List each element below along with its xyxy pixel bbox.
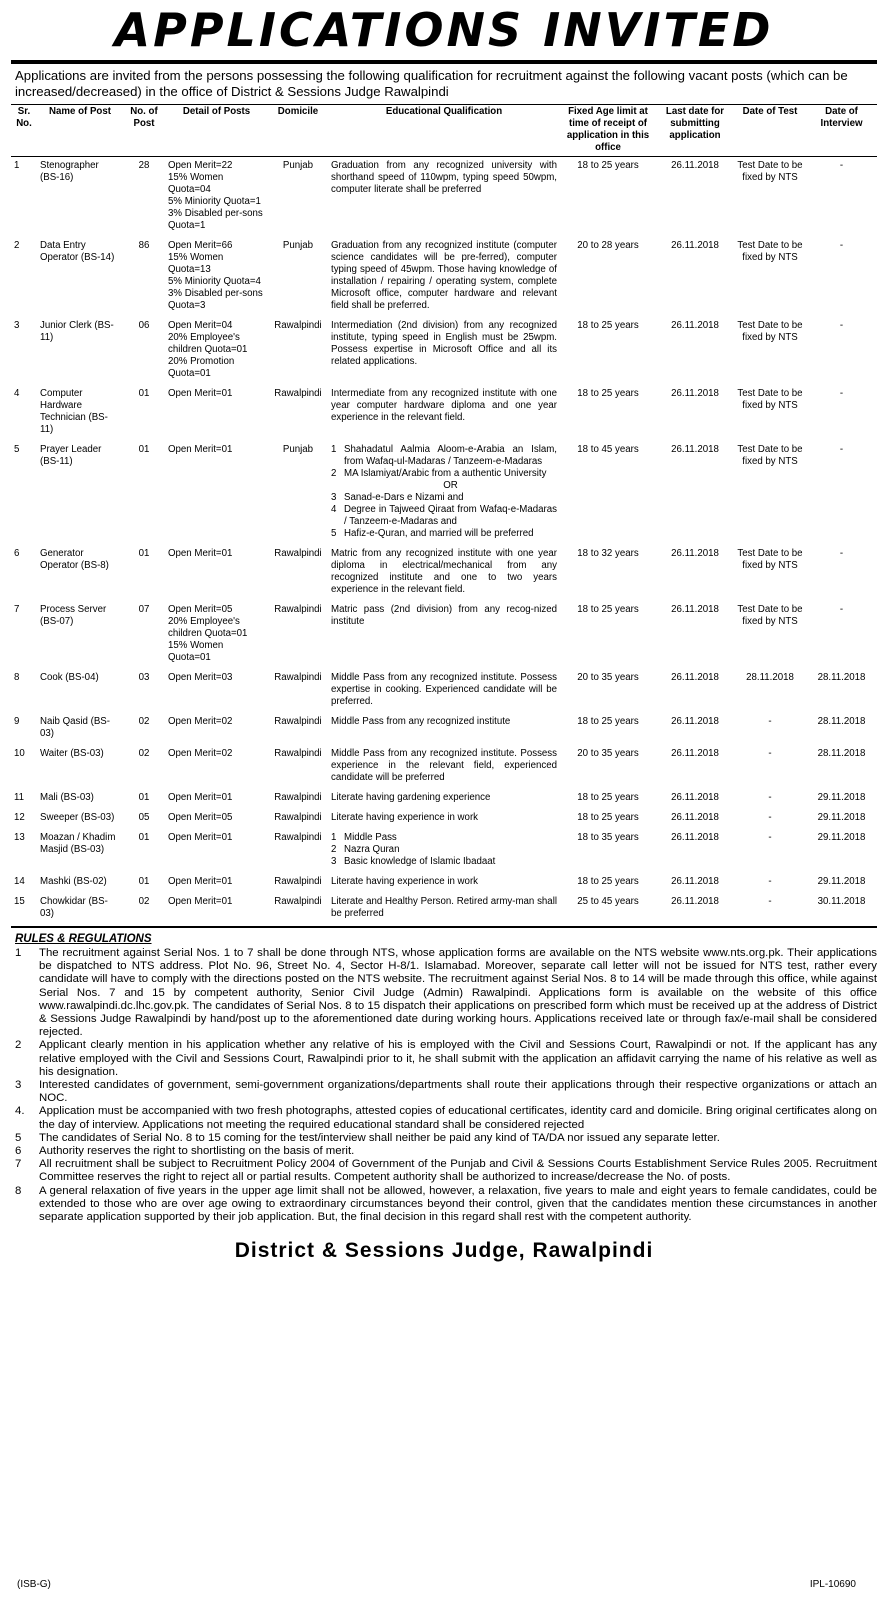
qualification-number: 1 bbox=[331, 444, 337, 455]
qualification-item bbox=[331, 832, 557, 844]
cell-detail: Open Merit=01 bbox=[168, 444, 233, 455]
column-header: Last date for submitting application bbox=[656, 105, 734, 157]
cell-test: - bbox=[768, 748, 772, 759]
cell-interview: - bbox=[839, 444, 844, 455]
rule-item bbox=[11, 1039, 877, 1079]
cell-last-date: 26.11.2018 bbox=[671, 672, 719, 683]
cell-age: 18 to 25 years bbox=[577, 604, 639, 615]
cell-age: 18 to 25 years bbox=[577, 812, 639, 823]
cell-count: 02 bbox=[138, 716, 150, 727]
cell-domicile: Rawalpindi bbox=[274, 812, 322, 823]
rule-text: The candidates of Serial No. 8 to 15 coming for the test/interview shall neither be paid any kind of TA/DA nor issued any separate letter. bbox=[39, 1131, 720, 1144]
cell-name: Stenographer (BS-16) bbox=[40, 160, 99, 183]
cell-education: Matric from any recognized institute with one year diploma in electrical/mechanical from any recognized institute and one to two years experience in the relevant field. bbox=[331, 548, 557, 595]
qualification-number: 1 bbox=[331, 832, 337, 843]
table-row bbox=[11, 237, 877, 317]
cell-last-date: 26.11.2018 bbox=[671, 792, 719, 803]
qualification-number: 5 bbox=[331, 528, 337, 539]
rule-number: 5 bbox=[15, 1131, 22, 1144]
cell-name: Waiter (BS-03) bbox=[40, 748, 104, 759]
cell-name: Generator Operator (BS-8) bbox=[40, 548, 109, 571]
rule-text: A general relaxation of five years in the upper age limit shall not be allowed, however, a relaxation, five years to male and eight years to female candidates, could be extended to those who are over age owing to extraordinary circumstances beyond their control, given that the candidates mention these circumstances in another separate application supported by their job application. But, the final decision in this regard shall rest with the competent authority. bbox=[39, 1184, 877, 1224]
code-left: (ISB-G) bbox=[17, 1579, 51, 1590]
column-header: Name of Post bbox=[37, 105, 123, 157]
rule-number: 8 bbox=[15, 1184, 22, 1197]
cell-count: 02 bbox=[138, 748, 150, 759]
intro-text: Applications are invited from the persons possessing the following qualification for recruitment against the following vacant posts (which can be increased/decreased) in the office of District & Sessions Judge Rawalpindi bbox=[15, 68, 848, 99]
code-right: IPL-10690 bbox=[809, 1579, 856, 1590]
cell-detail: Open Merit=01 bbox=[168, 832, 233, 843]
qualification-list bbox=[331, 444, 557, 540]
cell-domicile: Punjab bbox=[282, 160, 314, 171]
cell-sr: 7 bbox=[14, 604, 20, 615]
cell-test: Test Date to be fixed by NTS bbox=[737, 548, 803, 571]
rule-text: Application must be accompanied with two fresh photographs, attested copies of educational certificates, identity card and domicile. Bring original certificates along on the day of interview. Applications not meeting the required educational standard shall be considered rejected bbox=[39, 1105, 877, 1131]
cell-last-date: 26.11.2018 bbox=[671, 832, 719, 843]
cell-sr: 14 bbox=[14, 876, 25, 887]
cell-age: 20 to 28 years bbox=[577, 240, 639, 251]
cell-count: 01 bbox=[138, 548, 150, 559]
rule-text: Authority reserves the right to shortlisting on the basis of merit. bbox=[39, 1145, 355, 1158]
table-row bbox=[11, 157, 877, 238]
qualification-item bbox=[331, 492, 557, 504]
cell-sr: 12 bbox=[14, 812, 25, 823]
cell-detail: Open Merit=01 bbox=[168, 876, 233, 887]
cell-detail: Open Merit=02 bbox=[168, 748, 233, 759]
cell-domicile: Rawalpindi bbox=[274, 896, 322, 907]
table-header-row bbox=[11, 105, 877, 157]
table-row bbox=[11, 893, 877, 925]
cell-interview: - bbox=[839, 240, 844, 251]
cell-test: - bbox=[768, 876, 772, 887]
cell-interview: 28.11.2018 bbox=[817, 748, 866, 759]
table-row bbox=[11, 873, 877, 893]
cell-test: Test Date to be fixed by NTS bbox=[737, 388, 803, 411]
rule-number: 4. bbox=[15, 1105, 25, 1118]
cell-count: 01 bbox=[138, 444, 150, 455]
rule-text: All recruitment shall be subject to Recruitment Policy 2004 of Government of the Punjab and Civil & Sessions Courts Establishment Service Rules 2005. Recruitment Committee reserves the right to reject all or partial results. Competent authority shall be authorized to increase/decrease the No. of posts. bbox=[39, 1158, 877, 1184]
cell-domicile: Rawalpindi bbox=[274, 320, 322, 331]
cell-education: Graduation from any recognized university with shorthand speed of 110wpm, typing speed 50wpm, computer literate shall be preferred bbox=[331, 160, 557, 195]
qualification-list bbox=[331, 832, 557, 868]
rule-number: 2 bbox=[15, 1039, 22, 1052]
cell-last-date: 26.11.2018 bbox=[671, 388, 719, 399]
rule-item bbox=[11, 1185, 877, 1225]
headline: APPLICATIONS INVITED bbox=[11, 0, 877, 64]
cell-last-date: 26.11.2018 bbox=[671, 548, 719, 559]
cell-count: 01 bbox=[138, 832, 150, 843]
qualification-text: Middle Pass bbox=[344, 832, 397, 843]
column-header: Educational Qualification bbox=[328, 105, 560, 157]
cell-name: Junior Clerk (BS-11) bbox=[40, 320, 114, 343]
qualification-number: 3 bbox=[331, 492, 337, 503]
qualification-item bbox=[331, 504, 557, 528]
qualification-or: OR bbox=[443, 480, 458, 491]
cell-sr: 10 bbox=[14, 748, 25, 759]
qualification-text: Nazra Quran bbox=[344, 844, 400, 855]
cell-count: 28 bbox=[138, 160, 150, 171]
cell-sr: 11 bbox=[14, 792, 25, 803]
column-header: Sr. No. bbox=[11, 105, 37, 157]
cell-name: Mali (BS-03) bbox=[40, 792, 94, 803]
cell-name: Process Server (BS-07) bbox=[40, 604, 107, 627]
cell-sr: 8 bbox=[14, 672, 20, 683]
qualification-item bbox=[331, 856, 557, 868]
cell-interview: 29.11.2018 bbox=[817, 876, 866, 887]
qualification-text: MA Islamiyat/Arabic from a authentic University bbox=[344, 468, 547, 479]
cell-education: Intermediate from any recognized institute with one year computer hardware diploma and one year experience in the relevant field. bbox=[331, 388, 557, 423]
cell-age: 18 to 25 years bbox=[577, 388, 639, 399]
footer-title: District & Sessions Judge, Rawalpindi bbox=[234, 1239, 654, 1263]
cell-education: Middle Pass from any recognized institute. Possess experience in the relevant field, experienced candidate will be preferred bbox=[331, 748, 557, 783]
rule-number: 6 bbox=[15, 1145, 22, 1158]
cell-domicile: Rawalpindi bbox=[274, 548, 322, 559]
cell-domicile: Rawalpindi bbox=[274, 604, 322, 615]
table-row bbox=[11, 789, 877, 809]
cell-test: Test Date to be fixed by NTS bbox=[737, 320, 803, 343]
cell-domicile: Rawalpindi bbox=[274, 716, 322, 727]
table-row bbox=[11, 441, 877, 545]
column-header: Detail of Posts bbox=[165, 105, 268, 157]
column-header: Date of Interview bbox=[806, 105, 877, 157]
cell-education: Graduation from any recognized institute (computer science candidates will be pre-ferred), computer typing speed of 45wpm. Those having knowledge of installation / repairing / operating system, complete Microsoft office, computer hardware and relevant field shall be preferred. bbox=[331, 240, 557, 311]
cell-count: 01 bbox=[138, 792, 150, 803]
cell-test: - bbox=[768, 716, 772, 727]
table-row bbox=[11, 829, 877, 873]
cell-count: 02 bbox=[138, 896, 150, 907]
qualification-number: 3 bbox=[331, 856, 337, 867]
cell-age: 18 to 45 years bbox=[577, 444, 639, 455]
cell-test: - bbox=[768, 832, 772, 843]
cell-age: 20 to 35 years bbox=[577, 672, 639, 683]
cell-test: Test Date to be fixed by NTS bbox=[737, 240, 803, 263]
cell-sr: 3 bbox=[14, 320, 20, 331]
cell-last-date: 26.11.2018 bbox=[671, 812, 719, 823]
rules-list bbox=[11, 947, 877, 1224]
cell-count: 07 bbox=[138, 604, 150, 615]
column-header: No. of Post bbox=[123, 105, 165, 157]
qualification-number: 2 bbox=[331, 468, 337, 479]
cell-name: Mashki (BS-02) bbox=[40, 876, 107, 887]
rule-text: Interested candidates of government, semi-government organizations/departments shall route their applications through their respective organizations or attach an NOC. bbox=[39, 1079, 877, 1105]
column-header: Fixed Age limit at time of receipt of application in this office bbox=[560, 105, 656, 157]
table-row bbox=[11, 317, 877, 385]
cell-test: - bbox=[768, 896, 772, 907]
table-row bbox=[11, 809, 877, 829]
cell-detail: Open Merit=01 bbox=[168, 388, 233, 399]
table-row bbox=[11, 745, 877, 789]
cell-last-date: 26.11.2018 bbox=[671, 876, 719, 887]
cell-sr: 6 bbox=[14, 548, 20, 559]
table-row bbox=[11, 713, 877, 745]
cell-detail: Open Merit=03 bbox=[168, 672, 233, 683]
cell-name: Chowkidar (BS-03) bbox=[40, 896, 108, 919]
cell-detail: Open Merit=01 bbox=[168, 792, 233, 803]
rule-item bbox=[11, 1105, 877, 1131]
cell-interview: - bbox=[839, 160, 844, 171]
cell-name: Computer Hardware Technician (BS-11) bbox=[40, 388, 108, 435]
cell-education: Literate and Healthy Person. Retired army-man shall be preferred bbox=[331, 896, 557, 919]
cell-domicile: Rawalpindi bbox=[274, 792, 322, 803]
cell-count: 06 bbox=[138, 320, 150, 331]
cell-last-date: 26.11.2018 bbox=[671, 604, 719, 615]
cell-sr: 1 bbox=[14, 160, 20, 171]
column-header: Date of Test bbox=[734, 105, 806, 157]
cell-detail: Open Merit=02 bbox=[168, 716, 233, 727]
qualification-text: Hafiz-e-Quran, and married will be preferred bbox=[344, 528, 534, 539]
table-row bbox=[11, 601, 877, 669]
cell-age: 18 to 25 years bbox=[577, 320, 639, 331]
cell-domicile: Rawalpindi bbox=[274, 388, 322, 399]
cell-detail: Open Merit=22 15% Women Quota=04 5% Miniority Quota=1 3% Disabled per-sons Quota=1 bbox=[168, 160, 263, 231]
cell-test: Test Date to be fixed by NTS bbox=[737, 444, 803, 467]
cell-interview: - bbox=[839, 388, 844, 399]
qualification-text: Degree in Tajweed Qiraat from Wafaq-e-Madaras / Tanzeem-e-Madaras and bbox=[344, 504, 557, 527]
cell-domicile: Rawalpindi bbox=[274, 876, 322, 887]
cell-detail: Open Merit=66 15% Women Quota=13 5% Miniority Quota=4 3% Disabled per-sons Quota=3 bbox=[168, 240, 263, 311]
cell-count: 03 bbox=[138, 672, 150, 683]
qualification-text: Basic knowledge of Islamic Ibadaat bbox=[344, 856, 496, 867]
qualification-number: 4 bbox=[331, 504, 337, 515]
rules-title: RULES & REGULATIONS bbox=[15, 933, 152, 945]
cell-education: Literate having gardening experience bbox=[331, 792, 491, 803]
rule-item bbox=[11, 1079, 877, 1105]
qualification-number: 2 bbox=[331, 844, 337, 855]
rule-text: The recruitment against Serial Nos. 1 to 7 shall be done through NTS, whose application forms are available on the NTS website www.nts.org.pk. Their applications be dispatched to NTS address. Plot No. 96, Street No. 4, Sector H-8/1. Islamabad. Moreover, separate call letter will not be issued for NTS test, rather every candidate will have to comply with the directions posted on the NTS website. The recruitment against Serial Nos. 8 to 14 will be made through this office, while against Serial Nos. 7 and 15 by competent authority, Senior Civil Judge (Admin) Rawalpindi. Applications form is available on the website of this office www.rawalpindi.dc.lhc.gov.pk. The candidates of Serial Nos. 8 to 15 dispatch their applications on prescribed form which must be received up at the address of District & Sessions Judge Rawalpindi by hand/post up to the aforementioned date during working hours. Applications received late or through fax/e-mail shall be considered rejected. bbox=[39, 947, 877, 1039]
cell-last-date: 26.11.2018 bbox=[671, 748, 719, 759]
cell-education bbox=[328, 829, 560, 873]
cell-interview: - bbox=[839, 548, 844, 559]
cell-education: Intermediation (2nd division) from any recognized institute, typing speed in English must be 25wpm. Possess expertise in Microsoft Office and all its related applications. bbox=[331, 320, 557, 367]
ad-codes bbox=[17, 1579, 856, 1590]
table-bottom-rule bbox=[11, 926, 877, 928]
qualification-item bbox=[331, 444, 557, 468]
cell-sr: 13 bbox=[14, 832, 25, 843]
rule-item bbox=[11, 1132, 877, 1145]
cell-education: Matric pass (2nd division) from any recog-nized institute bbox=[331, 604, 557, 627]
cell-last-date: 26.11.2018 bbox=[671, 444, 719, 455]
cell-test: Test Date to be fixed by NTS bbox=[737, 160, 803, 183]
cell-domicile: Punjab bbox=[282, 240, 314, 251]
cell-name: Sweeper (BS-03) bbox=[40, 812, 115, 823]
cell-interview: 29.11.2018 bbox=[817, 792, 866, 803]
cell-count: 01 bbox=[138, 388, 150, 399]
cell-detail: Open Merit=01 bbox=[168, 896, 233, 907]
cell-education: Literate having experience in work bbox=[331, 812, 479, 823]
table-row bbox=[11, 669, 877, 713]
cell-sr: 9 bbox=[14, 716, 20, 727]
cell-interview: 30.11.2018 bbox=[817, 896, 866, 907]
cell-interview: - bbox=[839, 604, 844, 615]
cell-test: Test Date to be fixed by NTS bbox=[737, 604, 803, 627]
cell-name: Moazan / Khadim Masjid (BS-03) bbox=[40, 832, 116, 855]
cell-name: Data Entry Operator (BS-14) bbox=[40, 240, 115, 263]
rule-item bbox=[11, 1145, 877, 1158]
cell-name: Naib Qasid (BS-03) bbox=[40, 716, 110, 739]
cell-count: 86 bbox=[138, 240, 150, 251]
cell-interview: - bbox=[839, 320, 844, 331]
cell-count: 01 bbox=[138, 876, 150, 887]
cell-test: - bbox=[768, 792, 772, 803]
cell-detail: Open Merit=05 bbox=[168, 812, 233, 823]
cell-last-date: 26.11.2018 bbox=[671, 896, 719, 907]
cell-test: 28.11.2018 bbox=[746, 672, 794, 683]
cell-age: 25 to 45 years bbox=[577, 896, 639, 907]
rule-item bbox=[11, 1158, 877, 1184]
cell-domicile: Punjab bbox=[282, 444, 314, 455]
cell-education: Middle Pass from any recognized institute bbox=[331, 716, 511, 727]
table-row bbox=[11, 545, 877, 601]
cell-sr: 15 bbox=[14, 896, 25, 907]
cell-count: 05 bbox=[138, 812, 150, 823]
cell-test: - bbox=[768, 812, 772, 823]
cell-last-date: 26.11.2018 bbox=[671, 716, 719, 727]
rule-number: 1 bbox=[15, 947, 22, 959]
cell-age: 18 to 32 years bbox=[577, 548, 639, 559]
cell-age: 18 to 25 years bbox=[577, 160, 639, 171]
table-row bbox=[11, 385, 877, 441]
cell-age: 18 to 25 years bbox=[577, 876, 639, 887]
qualification-item bbox=[331, 468, 557, 480]
cell-detail: Open Merit=04 20% Employee's children Quota=01 20% Promotion Quota=01 bbox=[168, 320, 248, 379]
cell-detail: Open Merit=05 20% Employee's children Quota=01 15% Women Quota=01 bbox=[168, 604, 248, 663]
cell-interview: 29.11.2018 bbox=[817, 832, 866, 843]
rule-item bbox=[11, 947, 877, 1039]
rule-number: 3 bbox=[15, 1079, 22, 1092]
cell-domicile: Rawalpindi bbox=[274, 832, 322, 843]
column-header: Domicile bbox=[268, 105, 328, 157]
table-body bbox=[11, 157, 877, 926]
cell-last-date: 26.11.2018 bbox=[671, 320, 719, 331]
cell-age: 20 to 35 years bbox=[577, 748, 639, 759]
cell-domicile: Rawalpindi bbox=[274, 748, 322, 759]
cell-last-date: 26.11.2018 bbox=[671, 160, 719, 171]
cell-age: 18 to 25 years bbox=[577, 792, 639, 803]
cell-sr: 5 bbox=[14, 444, 20, 455]
cell-education bbox=[328, 441, 560, 545]
rule-text: Applicant clearly mention in his application whether any relative of his is employed with the Civil and Sessions Court, Rawalpindi or not. If the applicant has any relative employed with the Civil and Sessions Court, Rawalpindi prior to it, he shall submit with the application an affidavit carrying the name of his relative as well as his designation. bbox=[39, 1039, 877, 1078]
cell-age: 18 to 25 years bbox=[577, 716, 639, 727]
cell-last-date: 26.11.2018 bbox=[671, 240, 719, 251]
cell-domicile: Rawalpindi bbox=[274, 672, 322, 683]
posts-table bbox=[11, 104, 877, 925]
cell-name: Prayer Leader (BS-11) bbox=[40, 444, 102, 467]
cell-name: Cook (BS-04) bbox=[40, 672, 99, 683]
qualification-text: Shahadatul Aalmia Aloom-e-Arabia an Islam, from Wafaq-ul-Madaras / Tanzeem-e-Madaras bbox=[344, 444, 557, 467]
qualification-item bbox=[331, 528, 557, 540]
cell-detail: Open Merit=01 bbox=[168, 548, 233, 559]
qualification-text: Sanad-e-Dars e Nizami and bbox=[344, 492, 464, 503]
cell-sr: 4 bbox=[14, 388, 20, 399]
cell-sr: 2 bbox=[14, 240, 20, 251]
qualification-item bbox=[331, 844, 557, 856]
cell-interview: 28.11.2018 bbox=[817, 672, 866, 683]
cell-interview: 28.11.2018 bbox=[817, 716, 866, 727]
rule-number: 7 bbox=[15, 1158, 22, 1171]
cell-education: Literate having experience in work bbox=[331, 876, 479, 887]
cell-age: 18 to 35 years bbox=[577, 832, 639, 843]
cell-education: Middle Pass from any recognized institute. Possess expertise in cooking. Experienced candidate will be preferred. bbox=[331, 672, 557, 707]
cell-interview: 29.11.2018 bbox=[817, 812, 866, 823]
